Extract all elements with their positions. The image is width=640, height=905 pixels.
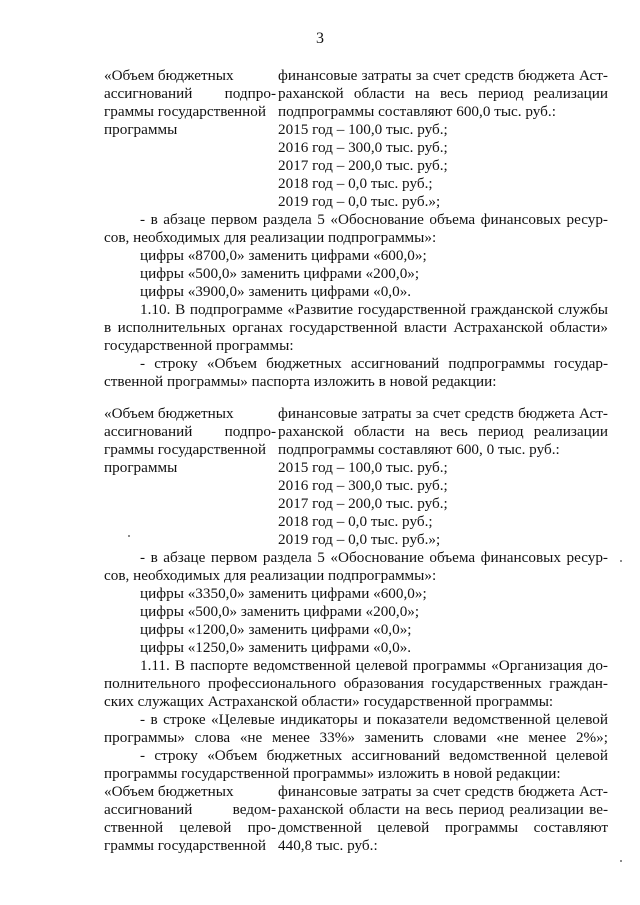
paragraph-line: сов, необходимых для реализации подпрограммы»: xyxy=(104,567,437,584)
paragraph-line: цифры «3350,0» заменить цифрами «600,0»; xyxy=(140,585,427,602)
scan-speck xyxy=(128,535,130,537)
paragraph-line: цифры «500,0» заменить цифрами «200,0»; xyxy=(140,265,420,282)
paragraph-line: цифры «8700,0» заменить цифрами «600,0»; xyxy=(140,247,427,264)
right-cell-line: финансовые затраты за счет средств бюджета Аст- xyxy=(278,67,608,84)
paragraph-line: цифры «3900,0» заменить цифрами «0,0». xyxy=(140,283,412,300)
paragraph-line: - строку «Объем бюджетных ассигнований ведомственной целевой xyxy=(140,747,608,764)
paragraph-line: цифры «500,0» заменить цифрами «200,0»; xyxy=(140,603,420,620)
scan-speck xyxy=(620,860,622,862)
right-cell-line: раханской области на весь период реализации xyxy=(278,85,608,102)
year-line: 2017 год – 200,0 тыс. руб.; xyxy=(278,495,448,512)
paragraph-line: цифры «1250,0» заменить цифрами «0,0». xyxy=(140,639,412,656)
paragraph-line: государственной программы: xyxy=(104,337,294,354)
left-cell-line: ассигнований подпро- xyxy=(104,85,276,102)
left-cell-line: «Объем бюджетных xyxy=(104,405,234,422)
left-cell-line: «Объем бюджетных xyxy=(104,67,234,84)
paragraph-line: - в строке «Целевые индикаторы и показатели ведомственной целевой xyxy=(140,711,608,728)
left-cell-line: программы xyxy=(104,459,178,476)
year-line: 2018 год – 0,0 тыс. руб.; xyxy=(278,513,433,530)
paragraph-line: ских служащих Астраханской области» государственной программы: xyxy=(104,693,554,710)
paragraph-line: - в абзаце первом раздела 5 «Обоснование объема финансовых ресур- xyxy=(140,211,608,228)
year-line: 2015 год – 100,0 тыс. руб.; xyxy=(278,459,448,476)
left-cell-line: «Объем бюджетных xyxy=(104,783,234,800)
left-cell-line: ассигнований подпро- xyxy=(104,423,276,440)
paragraph-line: 1.10. В подпрограмме «Развитие государственной гражданской службы xyxy=(140,301,608,318)
page-number: 3 xyxy=(316,30,324,47)
year-line: 2016 год – 300,0 тыс. руб.; xyxy=(278,139,448,156)
right-cell-line: финансовые затраты за счет средств бюджета Аст- xyxy=(278,405,608,422)
paragraph-line: - строку «Объем бюджетных ассигнований подпрограммы государ- xyxy=(140,355,608,372)
paragraph-line: ственной программы» паспорта изложить в новой редакции: xyxy=(104,373,497,390)
paragraph-line: сов, необходимых для реализации подпрограммы»: xyxy=(104,229,437,246)
left-cell-line: ственной целевой про- xyxy=(104,819,276,836)
paragraph-line: полнительного профессионального образования государственных граждан- xyxy=(104,675,608,692)
right-cell-line: подпрограммы составляют 600,0 тыс. руб.: xyxy=(278,103,556,120)
year-line: 2016 год – 300,0 тыс. руб.; xyxy=(278,477,448,494)
year-line: 2018 год – 0,0 тыс. руб.; xyxy=(278,175,433,192)
year-line: 2017 год – 200,0 тыс. руб.; xyxy=(278,157,448,174)
left-cell-line: программы xyxy=(104,121,178,138)
year-line: 2019 год – 0,0 тыс. руб.»; xyxy=(278,193,441,210)
year-line: 2015 год – 100,0 тыс. руб.; xyxy=(278,121,448,138)
paragraph-line: в исполнительных органах государственной власти Астраханской области» xyxy=(104,319,608,336)
paragraph-line: цифры «1200,0» заменить цифрами «0,0»; xyxy=(140,621,412,638)
right-cell-line: финансовые затраты за счет средств бюджета Аст- xyxy=(278,783,608,800)
left-cell-line: ассигнований ведом- xyxy=(104,801,276,818)
left-cell-line: граммы государственной xyxy=(104,837,267,854)
right-cell-line: домственной целевой программы составляют xyxy=(278,819,608,836)
scan-speck xyxy=(620,560,622,562)
right-cell-line: раханской области на весь период реализации xyxy=(278,423,608,440)
left-cell-line: граммы государственной xyxy=(104,441,267,458)
year-line: 2019 год – 0,0 тыс. руб.»; xyxy=(278,531,441,548)
paragraph-line: программы» слова «не менее 33%» заменить словами «не менее 2%»; xyxy=(104,729,608,746)
left-cell-line: граммы государственной xyxy=(104,103,267,120)
right-cell-line: раханской области на весь период реализации ве- xyxy=(278,801,608,818)
right-cell-line: 440,8 тыс. руб.: xyxy=(278,837,378,854)
right-cell-line: подпрограммы составляют 600, 0 тыс. руб.: xyxy=(278,441,560,458)
paragraph-line: 1.11. В паспорте ведомственной целевой программы «Организация до- xyxy=(140,657,608,674)
paragraph-line: - в абзаце первом раздела 5 «Обоснование объема финансовых ресур- xyxy=(140,549,608,566)
paragraph-line: программы государственной программы» изложить в новой редакции: xyxy=(104,765,561,782)
